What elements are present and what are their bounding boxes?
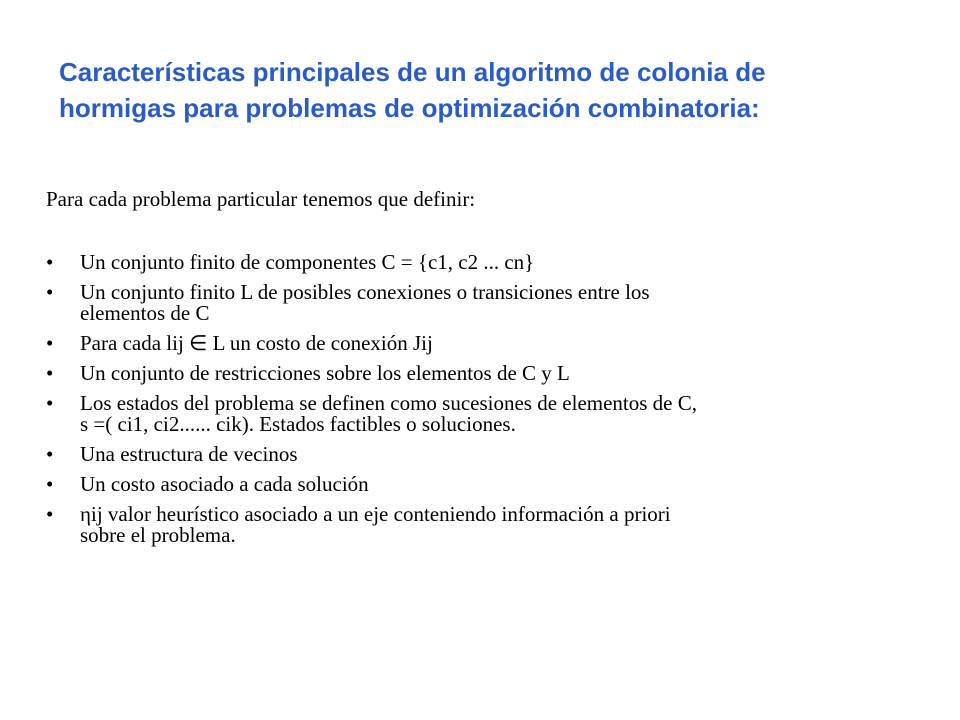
bullet-icon: • bbox=[46, 502, 54, 526]
bullet-icon: • bbox=[46, 280, 54, 304]
list-item-text: Un costo asociado a cada solución bbox=[80, 472, 369, 496]
list-item-text-line-2: elementos de C bbox=[80, 301, 210, 325]
list-item-text-line-1: Un conjunto finito L de posibles conexiones o transiciones entre los bbox=[80, 280, 650, 304]
bullet-icon: • bbox=[46, 361, 54, 385]
list-item-text-line-1: Los estados del problema se definen como sucesiones de elementos de C, bbox=[80, 391, 697, 415]
bullet-icon: • bbox=[46, 250, 54, 274]
list-item bbox=[46, 252, 876, 273]
list-item-text-line-1: ηij valor heurístico asociado a un eje conteniendo información a priori bbox=[80, 502, 671, 526]
list-item-text-line-2: s =( ci1, ci2...... cik). Estados factibles o soluciones. bbox=[80, 412, 516, 436]
list-item-text: Para cada lij ∈ L un costo de conexión Jij bbox=[80, 331, 433, 355]
slide-title-line-1: Características principales de un algoritmo de colonia de bbox=[59, 57, 766, 87]
list-item-text: Un conjunto finito de componentes C = {c1, c2 ... cn} bbox=[80, 250, 535, 274]
list-item bbox=[46, 333, 876, 354]
list-item bbox=[46, 504, 876, 546]
bullet-icon: • bbox=[46, 442, 54, 466]
slide-title-line-2: hormigas para problemas de optimización combinatoria: bbox=[59, 93, 760, 123]
list-item-text: Un conjunto de restricciones sobre los elementos de C y L bbox=[80, 361, 570, 385]
intro-text: Para cada problema particular tenemos que definir: bbox=[46, 187, 476, 211]
list-item bbox=[46, 363, 876, 384]
bullet-icon: • bbox=[46, 391, 54, 415]
list-item bbox=[46, 444, 876, 465]
bullet-icon: • bbox=[46, 472, 54, 496]
list-item-text: Una estructura de vecinos bbox=[80, 442, 298, 466]
bullet-list bbox=[46, 252, 876, 555]
bullet-icon: • bbox=[46, 331, 54, 355]
slide-title bbox=[59, 54, 919, 126]
list-item-text-line-2: sobre el problema. bbox=[80, 523, 236, 547]
list-item bbox=[46, 393, 876, 435]
list-item bbox=[46, 282, 876, 324]
list-item bbox=[46, 474, 876, 495]
